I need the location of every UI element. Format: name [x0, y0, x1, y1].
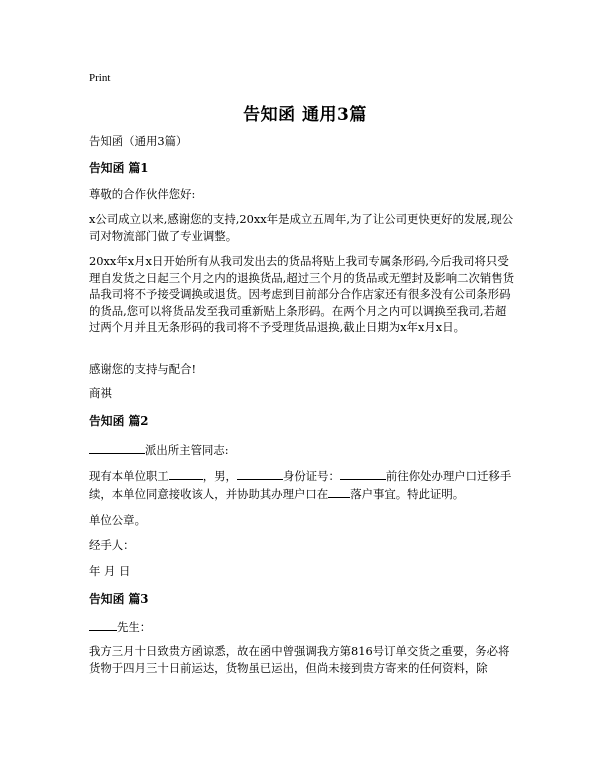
document-page	[89, 0, 521, 776]
section-2-handler: 经手人：	[89, 538, 135, 552]
section-2-addressee-text: 派出所主管同志:	[145, 443, 229, 457]
blank-gender-age	[237, 467, 283, 480]
section-2-date: 年 月 日	[89, 564, 131, 578]
section-2-addressee	[89, 441, 517, 459]
blank-station-name	[89, 441, 145, 454]
section-2-body-a: 现有本单位职工	[89, 469, 169, 483]
blank-id-number	[340, 467, 386, 480]
document-title: 告知函 通用3篇	[243, 105, 367, 125]
section-3-addressee-text: 先生：	[117, 620, 152, 634]
blank-location	[328, 485, 350, 498]
section-2-body-c: 身份证号：	[282, 469, 340, 483]
blank-recipient-name	[89, 618, 117, 631]
section-3-body: 我方三月十日致贵方函谅悉，故在函中曾强调我方第816号订单交货之重要，务必将货物于四月三十日前运达，货物虽已运出，但尚未接到贵方寄来的任何资料，除	[89, 644, 510, 675]
section-1-heading: 告知函 篇1	[89, 161, 149, 175]
section-2-body	[89, 467, 517, 502]
section-1-paragraph-1: x公司成立以来,感谢您的支持,20xx年是成立五周年,为了让公司更快更好的发展,现公司对物流部门做了专业调整。	[89, 212, 514, 243]
section-1-signature: 商祺	[89, 386, 112, 400]
section-2-body-b: ，男，	[202, 469, 237, 483]
document-subtitle: 告知函（通用3篇）	[89, 134, 188, 148]
section-1-paragraph-2: 20xx年x月x日开始所有从我司发出去的货品将贴上我司专属条形码,今后我司将只受理自发货之日起三个月之内的退换货品,超过三个月的货品或无塑封及影响二次销售货品我司将不予接受调换或退货。因考虑到目前部分合作店家还有很多没有公司条形码的货品,您可以将货品发至我司重新贴上条形码。在两个月之内可以调换至我司,若超过两个月并且无条形码的我司将不予受理货品退换,截止日期为x年x月x日。	[89, 254, 515, 334]
print-label: Print	[89, 72, 111, 84]
section-3-heading: 告知函 篇3	[89, 592, 149, 606]
section-2-body-e: 落户事宜。特此证明。	[350, 486, 465, 501]
section-1-thanks: 感谢您的支持与配合!	[89, 362, 197, 376]
section-1-greeting: 尊敬的合作伙伴您好:	[89, 187, 196, 201]
section-2-heading: 告知函 篇2	[89, 414, 149, 428]
blank-employee-name	[169, 467, 203, 480]
section-2-seal: 单位公章。	[89, 513, 146, 527]
section-2-body-d: 前往你处办理户口迁移手续，本单位同意接收该人，并协助其办理户口在	[89, 469, 512, 501]
section-3-addressee	[89, 618, 517, 636]
